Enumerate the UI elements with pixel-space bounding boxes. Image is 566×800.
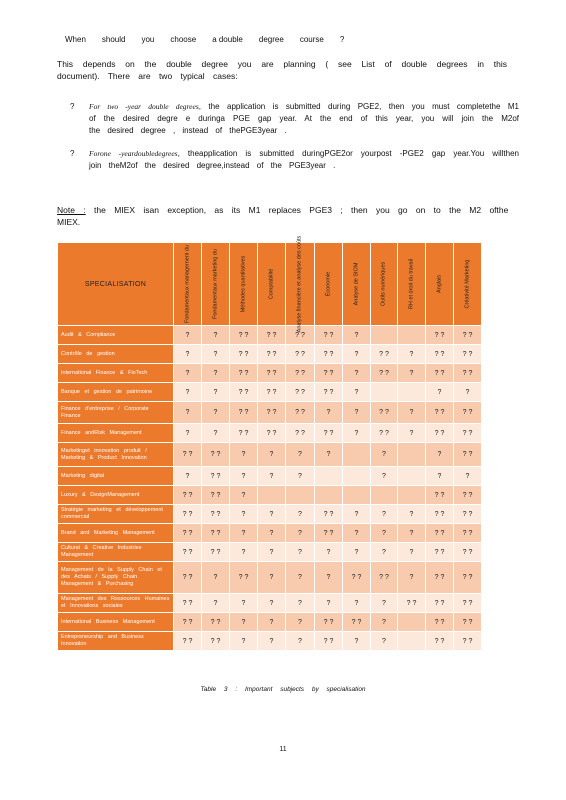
table-row [58, 594, 482, 613]
importance-cell: ? [398, 505, 426, 524]
importance-cell: ? [174, 402, 202, 424]
table-row [58, 443, 482, 467]
importance-cell: ? [230, 594, 258, 613]
row-specialisation-name: International Business Management [58, 613, 174, 632]
importance-cell [343, 486, 371, 505]
importance-cell: ? ? [202, 443, 230, 467]
importance-cell: ? [230, 632, 258, 651]
importance-cell: ? [202, 383, 230, 402]
importance-cell: ? ? [426, 326, 454, 345]
column-header-label: RH et droit du travail [408, 258, 414, 310]
importance-cell: ? [258, 467, 286, 486]
importance-cell: ? ? [286, 402, 315, 424]
table-row [58, 632, 482, 651]
row-specialisation-name: Banque et gestion de patrimoine [58, 383, 174, 402]
importance-cell: ? [454, 383, 482, 402]
importance-cell: ? [398, 543, 426, 562]
table-row [58, 467, 482, 486]
column-header [398, 243, 426, 326]
column-header-label: Fondamentaux management du [184, 245, 190, 323]
importance-cell: ? [286, 443, 315, 467]
importance-cell: ? [371, 543, 398, 562]
importance-cell: ? ? [230, 326, 258, 345]
column-header [454, 243, 482, 326]
row-specialisation-name: Management de la Supply Chain et des Achats / Supply Chain Management & Purchasing [58, 562, 174, 594]
importance-cell: ? [343, 402, 371, 424]
importance-cell: ? [315, 543, 343, 562]
importance-cell: ? [426, 383, 454, 402]
importance-cell: ? [258, 594, 286, 613]
question-word: you [141, 35, 155, 44]
bullet-marker: ? [70, 149, 75, 158]
importance-cell: ? [286, 543, 315, 562]
row-specialisation-name: Luxury & DesignManagement [58, 486, 174, 505]
importance-cell [398, 632, 426, 651]
importance-cell [371, 486, 398, 505]
importance-cell: ? ? [315, 613, 343, 632]
importance-cell: ? ? [371, 562, 398, 594]
column-header-label: Créativité Marketing [464, 259, 470, 309]
importance-cell: ? [202, 594, 230, 613]
importance-cell: ? ? [454, 443, 482, 467]
importance-cell: ? [371, 613, 398, 632]
importance-cell: ? ? [174, 524, 202, 543]
table-row [58, 486, 482, 505]
row-specialisation-name: International Finance & FinTech [58, 364, 174, 383]
importance-cell: ? ? [315, 524, 343, 543]
importance-cell: ? [258, 562, 286, 594]
column-header [343, 243, 371, 326]
importance-cell: ? [343, 594, 371, 613]
importance-cell: ? ? [174, 562, 202, 594]
question-line [65, 35, 360, 44]
importance-cell: ? [398, 424, 426, 443]
importance-cell: ? [202, 364, 230, 383]
table-row [58, 383, 482, 402]
importance-cell: ? ? [426, 505, 454, 524]
column-header-label: Analyse de SIOM [353, 262, 359, 306]
importance-cell: ? [202, 562, 230, 594]
importance-cell: ? ? [454, 326, 482, 345]
column-header-label: Comptabilité [268, 268, 274, 300]
importance-cell [398, 326, 426, 345]
importance-cell: ? [174, 467, 202, 486]
importance-cell: ? ? [315, 383, 343, 402]
importance-cell [398, 613, 426, 632]
column-header-label: Analyse financière et analyse des coûts [296, 235, 303, 333]
importance-cell: ? ? [258, 364, 286, 383]
importance-cell: ? [230, 443, 258, 467]
table-row [58, 524, 482, 543]
importance-cell: ? [202, 326, 230, 345]
importance-cell: ? ? [286, 424, 315, 443]
question-word: degree [258, 35, 284, 44]
question-word: a double [212, 35, 243, 44]
importance-cell: ? ? [174, 594, 202, 613]
importance-cell: ? ? [315, 364, 343, 383]
importance-cell: ? [230, 543, 258, 562]
row-specialisation-name: Finance d'entreprise / Corporate Finance [58, 402, 174, 424]
row-specialisation-name: Brand and Marketing Management [58, 524, 174, 543]
importance-cell: ? ? [426, 594, 454, 613]
importance-cell: ? ? [202, 505, 230, 524]
table-caption: Table 3 : Important subjects by specialisation [200, 686, 366, 693]
importance-cell: ? [343, 543, 371, 562]
row-specialisation-name: Finance andRisk Management [58, 424, 174, 443]
importance-cell: ? ? [454, 562, 482, 594]
importance-cell: ? [174, 326, 202, 345]
importance-cell: ? ? [174, 632, 202, 651]
importance-cell: ? ? [371, 364, 398, 383]
table-row [58, 505, 482, 524]
importance-cell: ? [426, 443, 454, 467]
importance-cell [398, 383, 426, 402]
importance-cell: ? [202, 424, 230, 443]
importance-cell [343, 467, 371, 486]
importance-cell [315, 486, 343, 505]
case-one-year [89, 148, 519, 172]
case-two-year-text: , the application is submitted during PGE2, then you must completethe M1 of the desired degre e duringa PGE gap year. At the end of this year, you will join the M2of the desired degree , instead of thePGE3year . [89, 102, 520, 135]
column-header [230, 243, 258, 326]
importance-cell: ? [174, 364, 202, 383]
importance-cell: ? [371, 632, 398, 651]
importance-cell [371, 326, 398, 345]
importance-cell: ? [258, 613, 286, 632]
importance-cell: ? [230, 467, 258, 486]
importance-cell: ? [371, 524, 398, 543]
importance-cell: ? [202, 402, 230, 424]
importance-cell: ? ? [202, 467, 230, 486]
importance-cell: ? ? [174, 505, 202, 524]
importance-cell: ? [315, 594, 343, 613]
importance-cell: ? [398, 402, 426, 424]
importance-cell: ? ? [454, 402, 482, 424]
case-two-year [89, 101, 519, 137]
importance-cell: ? [371, 505, 398, 524]
importance-cell: ? [343, 524, 371, 543]
table-body [58, 326, 482, 651]
importance-cell: ? ? [426, 562, 454, 594]
row-specialisation-name: Marketinget innovation produit / Marketing & Product Innovation [58, 443, 174, 467]
importance-cell: ? ? [371, 402, 398, 424]
importance-cell: ? ? [202, 524, 230, 543]
importance-cell: ? ? [454, 543, 482, 562]
importance-cell: ? ? [454, 594, 482, 613]
importance-cell [286, 486, 315, 505]
specialisation-header: SPECIALISATION [58, 243, 174, 326]
importance-cell: ? ? [230, 364, 258, 383]
importance-cell: ? ? [230, 402, 258, 424]
column-header-label: Outils numériques [380, 261, 387, 307]
importance-cell: ? ? [343, 562, 371, 594]
importance-cell [398, 486, 426, 505]
importance-cell: ? [315, 402, 343, 424]
importance-cell: ? ? [454, 524, 482, 543]
importance-cell: ? ? [230, 562, 258, 594]
importance-cell: ? [258, 543, 286, 562]
column-header [371, 243, 398, 326]
intro-paragraph: This depends on the double degree you are planning ( see List of double degrees in this document). There are two typical cases: [57, 59, 507, 81]
importance-cell: ? [398, 364, 426, 383]
column-header-label: Économie [325, 271, 331, 297]
importance-cell [398, 467, 426, 486]
importance-cell: ? ? [230, 345, 258, 364]
importance-cell: ? ? [315, 632, 343, 651]
column-header-label: Méthodes quantitatives [240, 255, 246, 313]
column-header [174, 243, 202, 326]
importance-cell: ? ? [426, 402, 454, 424]
importance-cell: ? [343, 326, 371, 345]
importance-cell: ? ? [426, 632, 454, 651]
row-specialisation-name: Marketing digital [58, 467, 174, 486]
question-word: choose [170, 35, 197, 44]
importance-cell: ? ? [454, 505, 482, 524]
table-row [58, 543, 482, 562]
importance-cell: ? ? [426, 364, 454, 383]
importance-cell: ? ? [426, 613, 454, 632]
importance-cell: ? [286, 632, 315, 651]
importance-cell: ? ? [258, 402, 286, 424]
importance-cell: ? ? [426, 543, 454, 562]
table-row [58, 424, 482, 443]
importance-cell: ? ? [230, 383, 258, 402]
importance-cell: ? ? [174, 613, 202, 632]
importance-cell: ? [230, 524, 258, 543]
importance-cell: ? ? [286, 345, 315, 364]
importance-cell: ? ? [202, 632, 230, 651]
table-row [58, 364, 482, 383]
importance-cell: ? [286, 524, 315, 543]
question-word: ? [339, 35, 345, 44]
table-row [58, 402, 482, 424]
column-header [286, 235, 315, 333]
importance-cell: ? ? [426, 524, 454, 543]
note-label: Note : [57, 205, 86, 215]
importance-cell: ? [258, 443, 286, 467]
importance-cell: ? [230, 486, 258, 505]
importance-cell: ? ? [202, 613, 230, 632]
importance-cell: ? ? [454, 345, 482, 364]
importance-cell: ? [286, 562, 315, 594]
importance-cell: ? [230, 505, 258, 524]
subjects-table [57, 235, 482, 651]
question-word: When [65, 35, 86, 44]
importance-cell [343, 443, 371, 467]
importance-cell: ? [174, 424, 202, 443]
row-specialisation-name: Audit & Compliance [58, 326, 174, 345]
importance-cell: ? [343, 632, 371, 651]
importance-cell: ? ? [371, 345, 398, 364]
importance-cell: ? [398, 562, 426, 594]
importance-cell: ? ? [426, 486, 454, 505]
importance-cell: ? [454, 467, 482, 486]
importance-cell: ? [258, 524, 286, 543]
row-specialisation-name: Cultural & Creative Industries Management [58, 543, 174, 562]
importance-cell: ? ? [343, 613, 371, 632]
importance-cell [398, 443, 426, 467]
case-two-year-lead: For two -year double degrees [89, 102, 199, 111]
importance-cell: ? [286, 613, 315, 632]
importance-cell: ? ? [315, 345, 343, 364]
importance-cell: ? ? [454, 424, 482, 443]
table-row [58, 613, 482, 632]
importance-cell: ? [258, 632, 286, 651]
row-specialisation-name: Management des Ressources Humaines et Innovations sociales [58, 594, 174, 613]
importance-cell: ? ? [258, 326, 286, 345]
importance-cell: ? ? [371, 424, 398, 443]
importance-cell: ? [230, 613, 258, 632]
importance-cell: ? ? [202, 486, 230, 505]
importance-cell: ? [343, 345, 371, 364]
importance-cell: ? [398, 345, 426, 364]
importance-cell: ? [286, 467, 315, 486]
importance-cell: ? [286, 505, 315, 524]
importance-cell: ? ? [454, 486, 482, 505]
importance-cell: ? [258, 505, 286, 524]
column-header-label: Anglais [436, 274, 442, 294]
column-header [315, 243, 343, 326]
importance-cell: ? ? [398, 594, 426, 613]
column-header [202, 243, 230, 326]
bullet-marker: ? [70, 102, 75, 111]
note-text: the MIEX isan exception, as its M1 replaces PGE3 ; then you go on to the M2 ofthe MIEX. [57, 205, 509, 227]
importance-cell: ? ? [426, 345, 454, 364]
table-row [58, 562, 482, 594]
table-row [58, 345, 482, 364]
row-specialisation-name: Contrôle de gestion [58, 345, 174, 364]
importance-cell: ? ? [230, 424, 258, 443]
importance-cell: ? ? [315, 505, 343, 524]
importance-cell: ? [343, 505, 371, 524]
importance-cell: ? ? [454, 364, 482, 383]
table-header-row [58, 243, 482, 326]
importance-cell: ? [286, 594, 315, 613]
importance-cell: ? ? [286, 326, 315, 345]
importance-cell: ? ? [202, 543, 230, 562]
importance-cell: ? [426, 467, 454, 486]
importance-cell: ? [174, 383, 202, 402]
column-header [258, 243, 286, 326]
column-header [426, 243, 454, 326]
note-paragraph [57, 204, 517, 228]
importance-cell: ? ? [258, 383, 286, 402]
page-number: 11 [279, 746, 287, 753]
importance-cell: ? ? [174, 443, 202, 467]
importance-cell: ? [371, 594, 398, 613]
table-row [58, 326, 482, 345]
importance-cell: ? ? [174, 543, 202, 562]
importance-cell: ? [343, 364, 371, 383]
importance-cell: ? ? [315, 424, 343, 443]
importance-cell: ? ? [174, 486, 202, 505]
importance-cell: ? ? [454, 632, 482, 651]
importance-cell: ? ? [286, 383, 315, 402]
importance-cell: ? [174, 345, 202, 364]
importance-cell: ? [398, 524, 426, 543]
case-one-year-text: , theapplication is submitted duringPGE2or yourpost -PGE2 gap year.You willthen join theM2of the desired degree,instead of the PGE3year . [89, 149, 519, 170]
importance-cell [315, 467, 343, 486]
case-one-year-lead: Forone -yeardoubledegrees [89, 149, 178, 158]
column-header-label: Fondamentaux marketing du [212, 248, 218, 320]
importance-cell: ? ? [286, 364, 315, 383]
importance-cell: ? [315, 443, 343, 467]
row-specialisation-name: Entrepreneurship and Business Innovation [58, 632, 174, 651]
importance-cell: ? [202, 345, 230, 364]
question-word: course [299, 35, 324, 44]
row-specialisation-name: Stratégie marketing et développement commercial [58, 505, 174, 524]
importance-cell: ? ? [315, 326, 343, 345]
importance-cell: ? ? [258, 345, 286, 364]
importance-cell: ? [371, 443, 398, 467]
importance-cell: ? [343, 424, 371, 443]
importance-cell [258, 486, 286, 505]
importance-cell: ? [343, 383, 371, 402]
question-word: should [101, 35, 126, 44]
importance-cell: ? [371, 467, 398, 486]
importance-cell: ? ? [258, 424, 286, 443]
importance-cell: ? ? [426, 424, 454, 443]
importance-cell [371, 383, 398, 402]
importance-cell: ? [315, 562, 343, 594]
importance-cell: ? ? [454, 613, 482, 632]
